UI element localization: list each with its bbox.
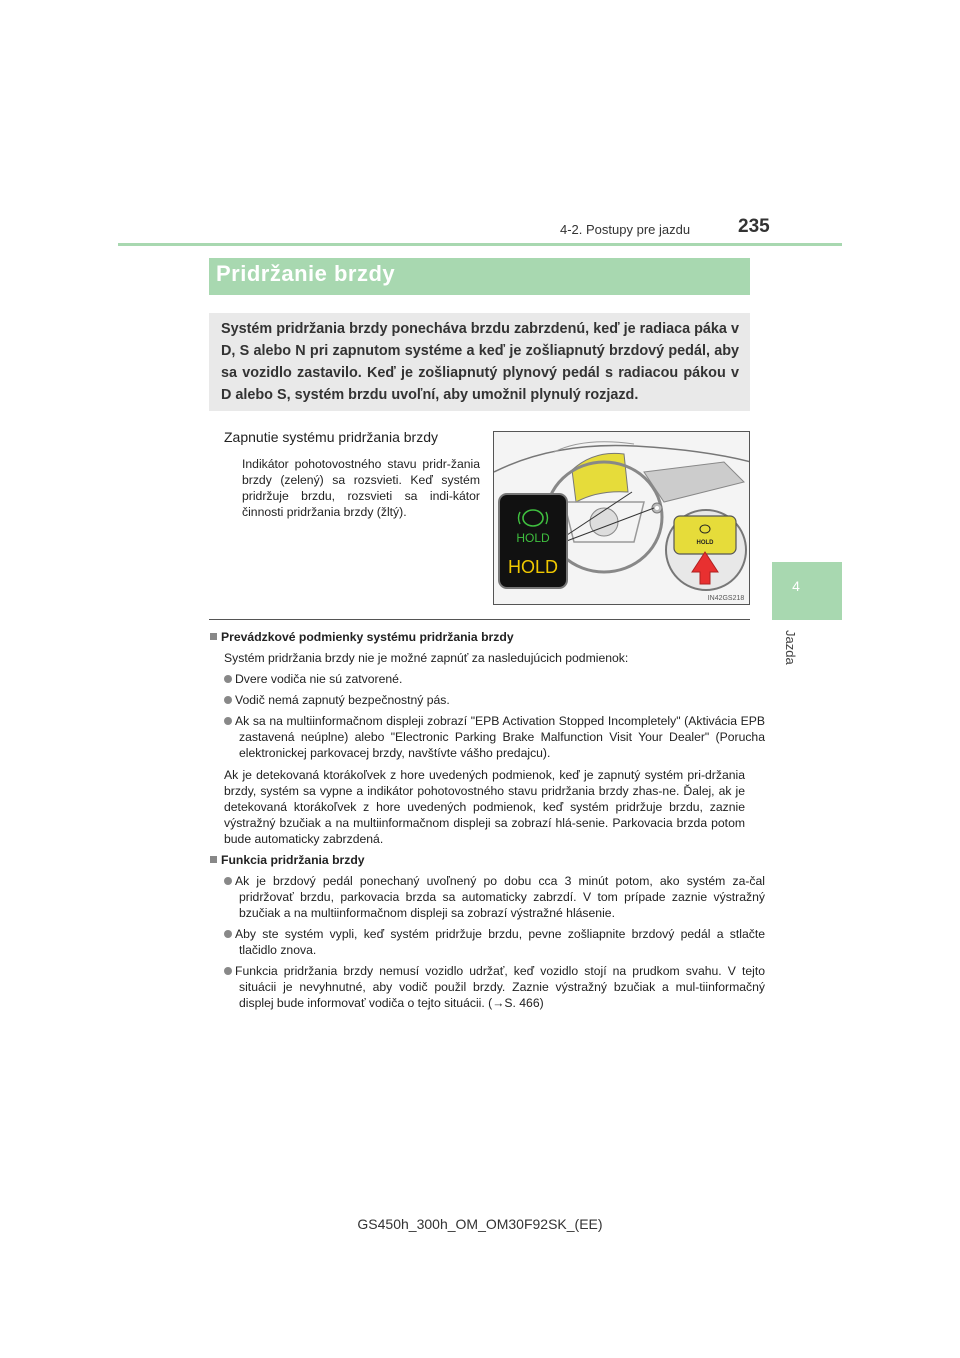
list-item: Dvere vodiča nie sú zatvorené. <box>224 671 765 687</box>
list-item: Ak je brzdový pedál ponechaný uvoľnený po dobu cca 3 minút potom, ako systém za-čal pridržovať brzdu, parkovacia brzda sa automaticky zabrzdí. V tom prípade zaznie výstražný bzučiak a na multiinformačnom displeji sa zobrazí výstražné hlásenie. <box>224 873 765 921</box>
intro-text: Systém pridržania brzdy ponecháva brzdu zabrzdenú, keď je radiaca páka v D, S alebo N pri zapnutom systéme a keď je zošliapnutý brzdový pedál, aby sa vozidlo zastavilo. Keď je zošliapnutý plynový pedál s radiacou pákou v D alebo S, systém brzdu uvoľní, aby umožnil plynulý rozjazd. <box>221 321 739 403</box>
circle-bullet-icon <box>224 967 232 975</box>
page-number: 235 <box>738 216 770 237</box>
hold-active-label: HOLD <box>507 557 559 577</box>
square-bullet-icon <box>210 633 217 640</box>
section-heading-conditions: Prevádzkové podmienky systému pridržania brzdy <box>210 629 514 645</box>
document-code-footer: GS450h_300h_OM_OM30F92SK_(EE) <box>357 1216 603 1232</box>
section-title: Pridržanie brzdy <box>216 261 396 286</box>
circle-bullet-icon <box>224 717 232 725</box>
figure-code: IN42GS218 <box>707 595 745 602</box>
chapter-number: 4 <box>792 578 800 594</box>
conditions-lead: Systém pridržania brzdy nie je možné zapnúť za nasledujúcich podmienok: <box>224 651 629 665</box>
header-rule <box>118 243 842 246</box>
dashboard-illustration <box>494 432 750 605</box>
section-rule <box>209 619 750 620</box>
circle-bullet-icon <box>224 675 232 683</box>
conditions-note: Ak je detekovaná ktorákoľvek z hore uvedených podmienok, keď je zapnutý systém pri-držania brzdy, systém sa vypne a indikátor pohotovostného stavu pridržania brzdy zhas-ne. Ďalej, ak je detekovaná ktorákoľvek z hore uvedených podmienok, keď systém pridržuje brzdu, zaznie výstražný bzučiak a na multiinformačnom displeji sa zobrazí hlá-senie. Parkovacia brzda potom bude automaticky zabrzdená. <box>224 768 745 846</box>
square-bullet-icon <box>210 856 217 863</box>
hold-standby-label: HOLD <box>516 531 550 545</box>
list-item: Funkcia pridržania brzdy nemusí vozidlo udržať, keď vozidlo stojí na prudkom svahu. V tejto situácii je nevyhnutné, aby vodič použil brzdy. Zaznie výstražný bzučiak a mul-tiinformačný displej bude informovať vodiča o tejto situácii. (→S. 466) <box>224 963 765 1011</box>
chapter-label: Jazda <box>783 630 798 665</box>
running-header-section: 4-2. Postupy pre jazdu <box>560 222 691 237</box>
step-description: Indikátor pohotovostného stavu pridr-žania brzdy (zelený) sa rozsvieti. Keď systém pridržuje brzdu, rozsvieti sa indi-kátor činnosti pridržania brzdy (žltý). <box>242 457 480 519</box>
list-item: Ak sa na multiinformačnom displeji zobrazí "EPB Activation Stopped Incompletely" (Aktivácia EPB zastavená neúplne) alebo "Electronic Parking Brake Malfunction Visit Your Dealer" (Porucha elektronickej parkovacej brzdy, navštívte vášho predajcu). <box>224 713 765 761</box>
list-item: Aby ste systém vypli, keď systém pridržuje brzdu, pevne zošliapnite brzdový pedál a stlačte tlačidlo znova. <box>224 926 765 958</box>
hold-illustration <box>493 431 750 605</box>
section-heading-function: Funkcia pridržania brzdy <box>210 852 365 868</box>
circle-bullet-icon <box>224 930 232 938</box>
circle-bullet-icon <box>224 877 232 885</box>
step-heading: Zapnutie systému pridržania brzdy <box>224 429 438 445</box>
list-item: Vodič nemá zapnutý bezpečnostný pás. <box>224 692 765 708</box>
circle-bullet-icon <box>224 696 232 704</box>
hold-button-label: HOLD <box>696 540 714 546</box>
